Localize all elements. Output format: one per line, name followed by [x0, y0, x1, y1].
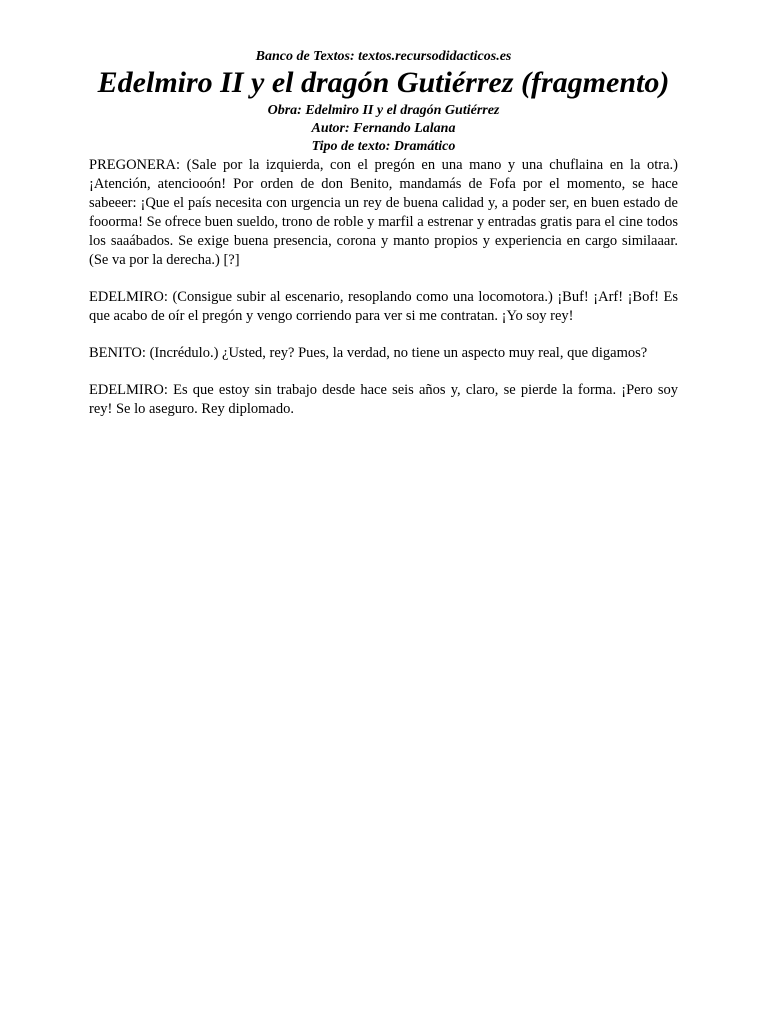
work-line: Obra: Edelmiro II y el dragón Gutiérrez [267, 103, 500, 118]
dialogue-text: Es que estoy sin trabajo desde hace seis años y, claro, se pierde la forma. ¡Pero soy rey! Se lo aseguro. Rey diplomado. [89, 382, 678, 417]
text-type-line: Tipo de texto: Dramático [311, 139, 456, 154]
document-title: Edelmiro II y el dragón Gutiérrez (fragmento) [97, 66, 670, 99]
dialogue-paragraph-pregonera [89, 156, 678, 270]
author-line: Autor: Fernando Lalana [311, 121, 456, 136]
source-line: Banco de Textos: textos.recursodidacticos.es [255, 49, 512, 64]
document-page [89, 48, 678, 437]
dialogue-paragraph-edelmiro-2 [89, 381, 678, 419]
speaker-name: PREGONERA: [89, 157, 181, 173]
dialogue-text: (Consigue subir al escenario, resoplando como una locomotora.) ¡Buf! ¡Arf! ¡Bof! Es que acabo de oír el pregón y vengo corriendo para ver si me contratan. ¡Yo soy rey! [89, 289, 678, 324]
dialogue-text: (Incrédulo.) ¿Usted, rey? Pues, la verdad, no tiene un aspecto muy real, que digamos? [149, 345, 648, 361]
speaker-name: EDELMIRO: [89, 289, 168, 305]
dialogue-paragraph-benito [89, 344, 678, 363]
speaker-name: EDELMIRO: [89, 382, 168, 398]
dialogue-text: (Sale por la izquierda, con el pregón en una mano y una chuflaina en la otra.) ¡Atención, atenciooón! Por orden de don Benito, mandamás de Fofa por el momento, se hace sabeeer: ¡Que el país necesita con urgencia un rey de buena calidad y, a poder ser, en buen estado de fooorma! Se ofrece buen sueldo, trono de roble y marfil a estrenar y entradas gratis para el cine todos los saaábados. Se exige buena presencia, corona y manto propios y experiencia en cargo similaaar. (Se va por la derecha.) [?] [89, 157, 679, 268]
speaker-name: BENITO: [89, 345, 146, 361]
document-body [89, 156, 678, 419]
dialogue-paragraph-edelmiro-1 [89, 288, 678, 326]
